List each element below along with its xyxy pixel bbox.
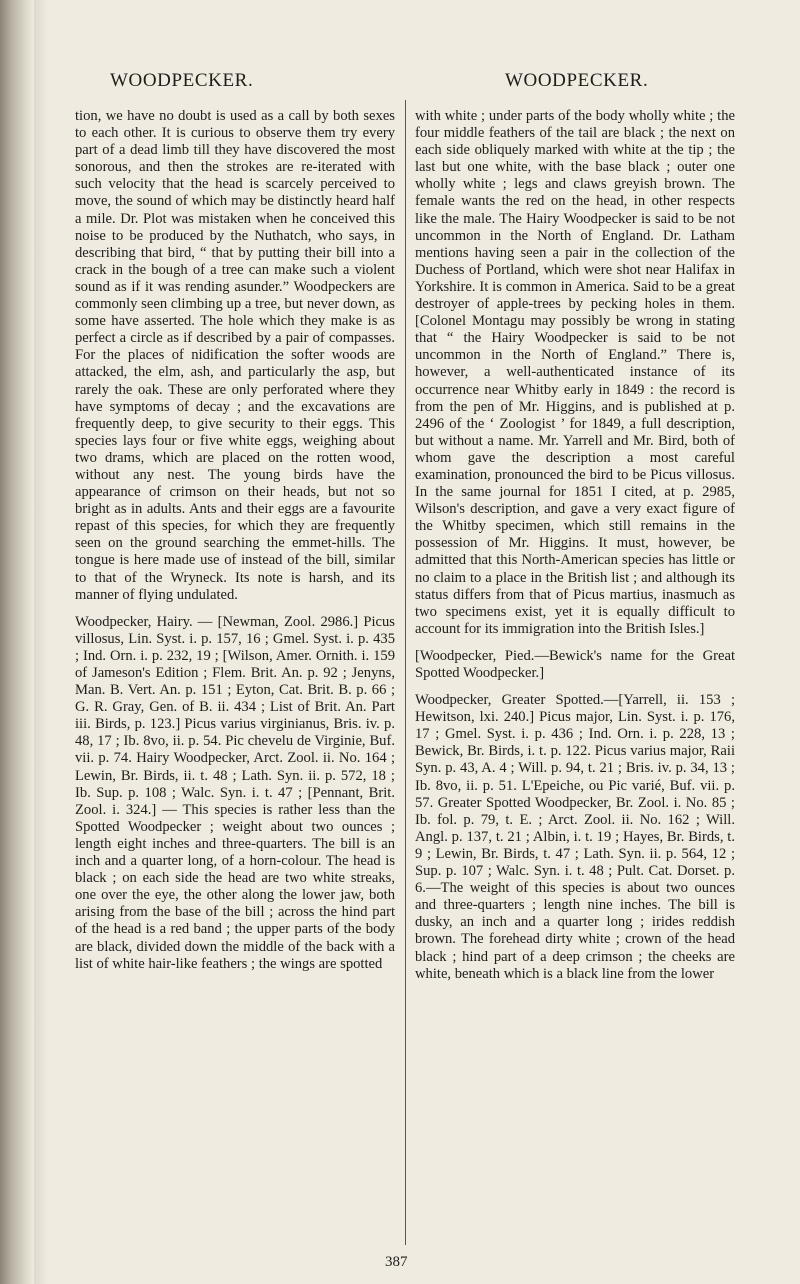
running-title-right: WOODPECKER. — [505, 70, 649, 91]
book-spine — [0, 0, 34, 1284]
paragraph: Woodpecker, Hairy. — [Newman, Zool. 2986.] Picus villosus, Lin. Syst. i. p. 157, 16 ; Gmel. Syst. i. p. 435 ; Ind. Orn. i. p. 232, 19 ; [Wilson, Amer. Ornith. i. 159 of Jameson's Edition ; Flem. Brit. An. p. 92 ; Jenyns, Man. B. Vert. An. p. 151 ; Eyton, Cat. Brit. B. p. 66 ; G. R. Gray, Gen. of B. ii. 434 ; List of Brit. An. Part iii. Birds, p. 123.] Picus varius virginianus, Bris. iv. p. 48, 17 ; Ib. 8vo, ii. p. 54. Pic chevelu de Virginie, Buf. vii. p. 74. Hairy Woodpecker, Arct. Zool. ii. No. 164 ; Lewin, Br. Birds, ii. t. 48 ; Lath. Syn. ii. p. 572, 18 ; Ib. Sup. p. 108 ; Walc. Syn. i. t. 47 ; [Pennant, Brit. Zool. i. 324.] — This species is rather less than the Spotted Woodpecker ; weight about two ounces ; length eight inches and three-quarters. The bill is an inch and a quarter long, of a horn-colour. The head is black ; on each side the head are two white streaks, one over the eye, the other along the lower jaw, both arising from the base of the bill ; across the hind part of the head is a red band ; the upper parts of the body are black, divided down the middle of the back with a list of white hair-like feathers ; the wings are spotted — [75, 613, 395, 972]
gutter-shadow — [34, 0, 48, 1284]
paragraph: with white ; under parts of the body wholly white ; the four middle feathers of the tail are black ; the next on each side obliquely marked with white at the tip ; the last but one white, with the base black ; outer one wholly white ; legs and claws greyish brown. The female wants the red on the head, in other respects like the male. The Hairy Woodpecker is said to be not uncommon in the North of England. Dr. Latham mentions having seen a pair in the collection of the Duchess of Portland, which were shot near Halifax in Yorkshire. It is common in America. Said to be a great destroyer of apple-trees by pecking holes in them. [Colonel Montagu may possibly be wrong in stating that “ the Hairy Woodpecker is said to be not uncommon in the North of England.” There is, however, a well-authenticated instance of its occurrence near Whitby early in 1849 : the record is from the pen of Mr. Higgins, and is published at p. 2496 of the ‘ Zoologist ’ for 1849, a full description, but without a name. Mr. Yarrell and Mr. Bird, both of whom gave the description a most careful examination, pronounced the bird to be Picus villosus. In the same journal for 1851 I cited, at p. 2985, Wilson's description, and gave a very exact figure of the Whitby specimen, which still remains in the possession of Mr. Higgins. It must, however, be admitted that this North-American species has little or no claim to a place in the British list ; and although its status differs from that of Picus martius, inasmuch as two specimens exist, yet it is equally difficult to account for its immigration into the British Isles.] — [415, 108, 735, 637]
paragraph: tion, we have no doubt is used as a call by both sexes to each other. It is curious to observe them try every part of a dead limb till they have discovered the most sonorous, and then the strokes are re-iterated with such velocity that the head is scarcely perceived to move, the sound of which may be distinctly heard half a mile. Dr. Plot was mistaken when he conceived this noise to be produced by the Nuthatch, who says, in describing that bird, “ that by putting their bill into a crack in the bough of a tree can make such a violent sound as if it was rending asunder.” Woodpeckers are commonly seen climbing up a tree, but never down, as some have asserted. The hole which they make is as perfect a circle as if described by a pair of compasses. For the places of nidification the softer woods are attacked, the elm, ash, and particularly the asp, but rarely the oak. These are only perforated where they have symptoms of decay ; and the excavations are frequently deep, to give security to their eggs. This species lays four or five white eggs, weighing about two drams, which are placed on the rotten wood, without any nest. The young birds have the appearance of crimson on their heads, but not so bright as in adults. Ants and their eggs are a favourite repast of this species, for which they are frequently seen on the ground searching the emmet-hills. The tongue is here made use of instead of the bill, similar to that of the Wryneck. Its note is harsh, and its manner of flying undulated. — [75, 108, 395, 603]
paragraph: Woodpecker, Greater Spotted.—[Yarrell, ii. 153 ; Hewitson, lxi. 240.] Picus major, Lin. Syst. i. p. 176, 17 ; Gmel. Syst. i. p. 436 ; Ind. Orn. i. p. 228, 13 ; Bewick, Br. Birds, i. t. p. 122. Picus varius major, Raii Syn. p. 43, A. 4 ; Will. p. 94, t. 21 ; Bris. iv. p. 34, 13 ; Ib. 8vo, ii. p. 51. L'Epeiche, ou Pic varié, Buf. vii. p. 57. Greater Spotted Woodpecker, Br. Zool. i. No. 85 ; Ib. fol. p. 79, t. E. ; Arct. Zool. ii. No. 162 ; Will. Angl. p. 137, t. 21 ; Albin, i. t. 19 ; Hayes, Br. Birds, t. 9 ; Lewin, Br. Birds, t. 47 ; Lath. Syn. ii. p. 564, 12 ; Sup. p. 107 ; Walc. Syn. i. t. 48 ; Pult. Cat. Dorset. p. 6.—The weight of this species is about two ounces and three-quarters ; length nine inches. The bill is dusky, an inch and a quarter long ; irides reddish brown. The forehead dirty white ; crown of the head black ; hind part of a deep crimson ; the cheeks are white, beneath which is a black line from the lower — [415, 692, 735, 982]
right-column — [415, 108, 735, 983]
paragraph: [Woodpecker, Pied.—Bewick's name for the Great Spotted Woodpecker.] — [415, 647, 735, 681]
running-title-left: WOODPECKER. — [110, 70, 254, 91]
column-divider — [405, 100, 406, 1245]
left-column — [75, 108, 395, 973]
page-number: 387 — [385, 1254, 408, 1270]
